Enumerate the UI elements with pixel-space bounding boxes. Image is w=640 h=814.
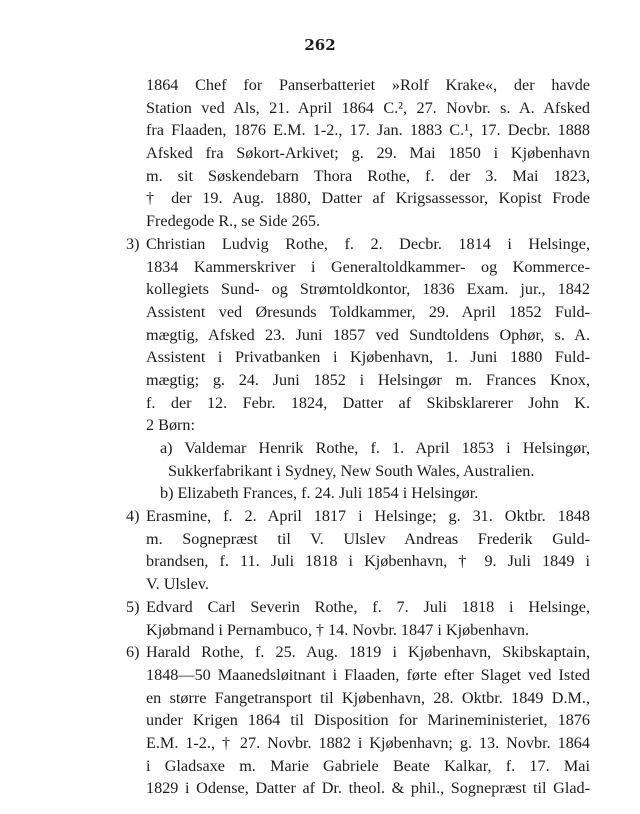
- line-text: Assistent i Privatbanken i Kjøbenhavn, 1. Juni 1880 Fuld-: [146, 348, 590, 367]
- text-line: [146, 664, 590, 687]
- line-text: en større Fangetransport til Kjøbenhavn, 28. Oktbr. 1849 D.M.,: [146, 688, 590, 707]
- line-text: Christian Ludvig Rothe, f. 2. Decbr. 1814 i Helsinge,: [146, 234, 590, 253]
- line-text: 1834 Kammerskriver i Generaltoldkammer- og Kommerce-: [146, 257, 590, 276]
- text-line: [126, 233, 590, 256]
- text-line: [146, 414, 590, 437]
- line-text: E.M. 1-2., † 27. Novbr. 1882 i Kjøbenhavn; g. 13. Novbr. 1864: [146, 733, 590, 752]
- line-text: Fredegode R., se Side 265.: [146, 212, 320, 231]
- text-line: [146, 528, 590, 551]
- text-line: [146, 460, 590, 483]
- text-line: [146, 210, 590, 233]
- text-line: [146, 324, 590, 347]
- text-line: [146, 777, 590, 800]
- line-text: a) Valdemar Henrik Rothe, f. 1. April 1853 i Helsingør,: [160, 439, 590, 457]
- text-line: [146, 482, 590, 505]
- text-line: [126, 505, 590, 528]
- line-text: V. Ulslev.: [146, 575, 209, 594]
- line-text: 1848—50 Maanedsløitnant i Flaaden, førte efter Slaget ved Isted: [146, 665, 590, 684]
- line-text: Harald Rothe, f. 25. Aug. 1819 i Kjøbenhavn, Skibskaptain,: [146, 643, 590, 662]
- text-line: [126, 641, 590, 664]
- text-line: [146, 732, 590, 755]
- text-line: [146, 550, 590, 573]
- text-line: [146, 346, 590, 369]
- text-line: [146, 119, 590, 142]
- text-line: [146, 97, 590, 120]
- line-text: Edvard Carl Severin Rothe, f. 7. Juli 1818 i Helsinge,: [146, 597, 590, 616]
- line-text: kollegiets Sund- og Strømtoldkontor, 1836 Exam. jur., 1842: [146, 280, 590, 299]
- text-line: [126, 596, 590, 619]
- text-line: [146, 165, 590, 188]
- text-line: [146, 256, 590, 279]
- text-line: [146, 687, 590, 710]
- line-text: mægtig, Afsked 23. Juni 1857 ved Sundtoldens Ophør, s. A.: [146, 325, 590, 344]
- line-text: under Krigen 1864 til Disposition for Marineministeriet, 1876: [146, 711, 590, 730]
- text-line: [146, 74, 590, 97]
- text-line: [146, 755, 590, 778]
- line-text: brandsen, f. 11. Juli 1818 i Kjøbenhavn, † 9. Juli 1849 i: [146, 552, 590, 571]
- text-line: [146, 619, 590, 642]
- line-text: fra Flaaden, 1876 E.M. 1-2., 17. Jan. 1883 C.¹, 17. Decbr. 1888: [146, 121, 590, 140]
- line-text: † der 19. Aug. 1880, Datter af Krigsassessor, Kopist Frode: [146, 189, 590, 208]
- body-text: [126, 74, 590, 800]
- text-line: [146, 369, 590, 392]
- list-marker: 6): [126, 643, 140, 662]
- text-line: [146, 437, 590, 460]
- list-marker: 4): [126, 507, 140, 526]
- text-line: [146, 278, 590, 301]
- line-text: mægtig; g. 24. Juni 1852 i Helsingør m. Frances Knox,: [146, 370, 590, 389]
- line-text: f. der 12. Febr. 1824, Datter af Skibsklarerer John K.: [146, 393, 590, 412]
- line-text: m. Sognepræst til V. Ulslev Andreas Frederik Guld-: [146, 529, 590, 548]
- text-line: [146, 573, 590, 596]
- line-text: b) Elizabeth Frances, f. 24. Juli 1854 i Helsingør.: [160, 484, 479, 503]
- text-line: [146, 709, 590, 732]
- page-number: 262: [304, 36, 336, 54]
- line-text: Afsked fra Søkort-Arkivet; g. 29. Mai 1850 i Kjøbenhavn: [146, 144, 590, 163]
- text-line: [146, 187, 590, 210]
- line-text: Assistent ved Øresunds Toldkammer, 29. April 1852 Fuld-: [146, 302, 590, 321]
- line-text: m. sit Søskendebarn Thora Rothe, f. der 3. Mai 1823,: [146, 166, 590, 185]
- text-line: [146, 142, 590, 165]
- list-marker: 3): [126, 234, 140, 253]
- line-text: Erasmine, f. 2. April 1817 i Helsinge; g. 31. Oktbr. 1848: [146, 507, 590, 526]
- line-text: Sukkerfabrikant i Sydney, New South Wales, Australien.: [168, 461, 535, 480]
- line-text: 2 Børn:: [146, 416, 196, 435]
- list-marker: 5): [126, 597, 140, 616]
- text-line: [146, 392, 590, 415]
- line-text: 1864 Chef for Panserbatteriet »Rolf Krake«, der havde: [146, 76, 590, 94]
- line-text: Kjøbmand i Pernambuco, † 14. Novbr. 1847 i Kjøbenhavn.: [146, 620, 530, 639]
- line-text: 1829 i Odense, Datter af Dr. theol. & phil., Sognepræst til Glad-: [146, 779, 590, 798]
- line-text: Station ved Als, 21. April 1864 C.², 27. Novbr. s. A. Afsked: [146, 98, 590, 117]
- text-line: [146, 301, 590, 324]
- line-text: i Gladsaxe m. Marie Gabriele Beate Kalkar, f. 17. Mai: [146, 756, 590, 775]
